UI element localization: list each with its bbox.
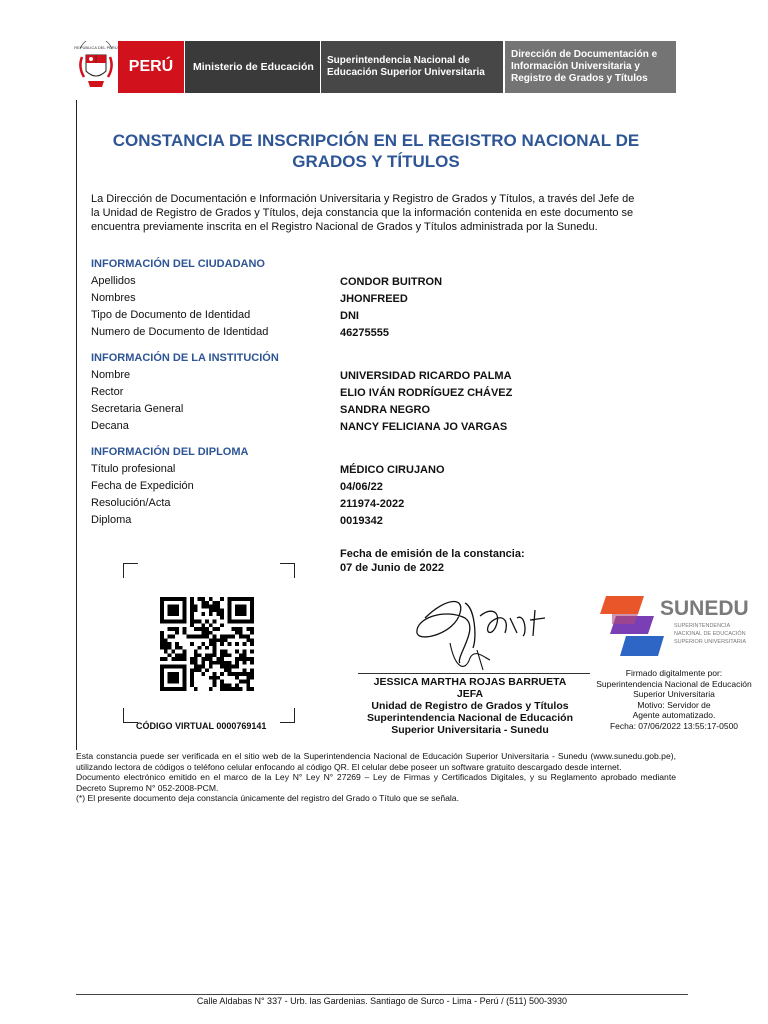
field-label: Numero de Documento de Identidad [91, 326, 269, 338]
field-label: Nombres [91, 292, 136, 304]
footnote-3: (*) El presente documento deja constancia únicamente del registro del Grado o Título que se señala. [76, 793, 459, 803]
field-label: Rector [91, 386, 124, 398]
direccion-line3: Registro de Grados y Títulos [511, 73, 648, 84]
title-line1: CONSTANCIA DE INSCRIPCIÓN EN EL REGISTRO NACIONAL DE [112, 131, 640, 150]
field-label: Decana [91, 420, 129, 432]
field-value: JHONFREED [340, 293, 408, 305]
section-heading-institucion: INFORMACIÓN DE LA INSTITUCIÓN [91, 352, 279, 364]
qr-corner [123, 563, 138, 578]
qr-code [160, 597, 254, 691]
direccion-line2: Información Universitaria y [511, 61, 640, 72]
field-label: Resolución/Acta [91, 497, 171, 509]
signature-line [358, 673, 590, 674]
section-heading-diploma: INFORMACIÓN DEL DIPLOMA [91, 446, 249, 458]
footnote-2: Documento electrónico emitido en el marco de la Ley N° Ley N° 27269 – Ley de Firmas y Certificados Digitales, y su Reglamento aprobado mediante Decreto Supremo N° 052-2008-PCM. [76, 772, 676, 793]
sunedu-header-label [321, 41, 503, 93]
intro-line1: La Dirección de Documentación e Información Universitaria y Registro de Grados y Títulos, a través del Jefe de [91, 193, 635, 205]
sunedu-header-line2: Educación Superior Universitaria [327, 67, 485, 78]
ds-line6: Fecha: 07/06/2022 13:55:17-0500 [609, 720, 739, 731]
sunedu-sub1: SUPERINTENDENCIA [674, 623, 731, 629]
direccion-line1: Dirección de Documentación e [511, 49, 658, 60]
sunedu-header-line1: Superintendencia Nacional de [327, 55, 470, 66]
field-label: Nombre [91, 369, 131, 381]
footer-address: Calle Aldabas N° 337 - Urb. las Gardenias. Santiago de Surco - Lima - Perú / (511) 500-3930 [196, 996, 568, 1006]
field-label: Diploma [91, 514, 132, 526]
footnote-1: Esta constancia puede ser verificada en el sitio web de la Superintendencia Nacional de Educación Superior Universitaria - Sunedu (www.sunedu.gob.pe), utilizando lectora de códigos o teléfono celular enfocando al código QR. El celular debe poseer un software gratuito descargado desde internet. [76, 751, 676, 772]
ds-line2: Superintendencia Nacional de Educación [596, 678, 752, 689]
sunedu-logo-sub [674, 622, 746, 646]
ds-line3: Superior Universitaria [633, 689, 715, 699]
document-title [80, 130, 672, 172]
digital-signature-text [590, 668, 758, 731]
field-value: ELIO IVÁN RODRÍGUEZ CHÁVEZ [340, 387, 513, 399]
sunedu-logo-icon [598, 594, 666, 662]
title-line2: GRADOS Y TÍTULOS [292, 152, 460, 171]
field-value: CONDOR BUITRON [340, 276, 443, 288]
ds-line4: Motivo: Servidor de [637, 699, 711, 710]
footer-divider [76, 994, 688, 995]
field-value: DNI [340, 310, 359, 322]
emision-label: Fecha de emisión de la constancia: [340, 548, 525, 560]
field-label: Secretaria General [91, 403, 184, 415]
field-value: 04/06/22 [340, 481, 383, 493]
handwritten-signature [405, 588, 565, 678]
signer-org2: Superior Universitaria - Sunedu [391, 724, 549, 736]
field-value: SANDRA NEGRO [340, 404, 431, 416]
codigo-virtual: CÓDIGO VIRTUAL 0000769141 [136, 721, 267, 731]
intro-paragraph [91, 192, 673, 234]
field-label: Apellidos [91, 275, 136, 287]
signer-unit: Unidad de Registro de Grados y Títulos [371, 700, 569, 712]
footnotes [76, 751, 676, 804]
qr-corner [280, 563, 295, 578]
sunedu-logo-name: SUNEDU [660, 597, 749, 620]
field-value: 211974-2022 [340, 498, 405, 510]
qr-corner [280, 708, 295, 723]
coat-text: REPÚBLICA DEL PERÚ [74, 45, 118, 50]
signer-org1: Superintendencia Nacional de Educación [367, 712, 573, 724]
intro-line2: la Unidad de Registro de Grados y Títulos, deja constancia que la información contenida en este documento se [91, 207, 634, 219]
ds-line1: Firmado digitalmente por: [625, 668, 723, 678]
field-value: MÉDICO CIRUJANO [340, 464, 445, 476]
field-label: Título profesional [91, 463, 176, 475]
peru-label: PERÚ [118, 41, 184, 93]
field-label: Tipo de Documento de Identidad [91, 309, 251, 321]
field-value: NANCY FELICIANA JO VARGAS [340, 421, 508, 433]
direccion-header-label [505, 41, 676, 93]
signer-name: JESSICA MARTHA ROJAS BARRUETA [373, 676, 567, 688]
signer-block [350, 676, 590, 736]
sunedu-sub3: SUPERIOR UNIVERSITARIA [674, 639, 747, 645]
field-value: UNIVERSIDAD RICARDO PALMA [340, 370, 512, 382]
ds-line5: Agente automatizado. [632, 710, 716, 720]
sunedu-sub2: NACIONAL DE EDUCACIÓN [674, 631, 746, 637]
intro-line3: encuentra previamente inscrita en el Registro Nacional de Grados y Títulos administrada por la Sunedu. [91, 221, 598, 233]
left-margin-line [76, 100, 77, 750]
ministerio-label: Ministerio de Educación [185, 41, 320, 93]
section-heading-ciudadano: INFORMACIÓN DEL CIUDADANO [91, 258, 265, 270]
field-value: 0019342 [340, 515, 383, 527]
field-label: Fecha de Expedición [91, 480, 194, 492]
field-value: 46275555 [340, 327, 389, 339]
coat-of-arms [74, 41, 118, 93]
emision-date: 07 de Junio de 2022 [340, 562, 444, 574]
signer-role: JEFA [456, 688, 484, 700]
